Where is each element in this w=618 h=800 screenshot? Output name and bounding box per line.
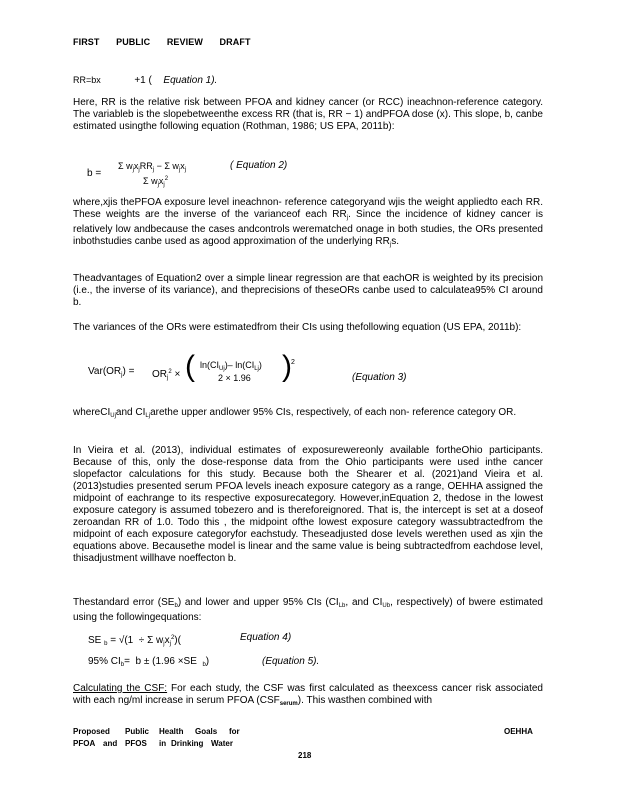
para2-subscript-j: j bbox=[389, 242, 392, 248]
footer-word: Public bbox=[125, 727, 150, 736]
paragraph-weights bbox=[73, 197, 543, 251]
eq1-lhs: RR=bx bbox=[73, 75, 101, 85]
footer-line-1 bbox=[73, 726, 240, 738]
eq2-denominator: Σ $w_jx_j^2$ bbox=[143, 176, 169, 188]
eq4-lhs: SE $_b$ = √(1 ÷ Σ $w_jx_j^2$)( bbox=[88, 635, 181, 647]
csf-heading: Calculating the CSF: bbox=[73, 683, 168, 694]
eq1-label: Equation 1). bbox=[163, 75, 218, 86]
eq3-lhs: $Var(OR_j)$ = bbox=[88, 366, 135, 378]
footer-word: for bbox=[229, 727, 240, 736]
para2-text-a: where,xjis thePFOA exposure level ineachnon- reference categoryand wjis the weight appliedto each RR. These weights are the inverse of the varianceof each RR bbox=[73, 197, 543, 220]
para2-text-b: . Since the incidence of kidney cancer is relatively low andbecause the cases andcontrols werematched onage in both studies, the ORs presented inbothstudies canbe used as agood approximation of the underlying RR bbox=[73, 209, 543, 247]
footer-word: PFOA bbox=[73, 739, 96, 748]
eq3-factor: $OR_j^2$ × bbox=[152, 369, 181, 381]
footer-word: Drinking bbox=[171, 739, 204, 748]
header-word: DRAFT bbox=[219, 37, 251, 47]
eq3-right-paren: ) bbox=[282, 350, 292, 383]
para2-text-c: s. bbox=[391, 236, 399, 247]
eq3-numerator: $\ln(CI_{Uj})-$ $\ln(CI_{Lj})$ bbox=[200, 360, 262, 372]
header-word: REVIEW bbox=[166, 37, 203, 47]
eq2-label: ( Equation 2) bbox=[230, 160, 288, 171]
footer-title bbox=[73, 726, 240, 750]
eq2-numerator: Σ $w_jx_jRR_j - \Sigma$ $w_jx_j$ bbox=[118, 161, 187, 173]
paragraph-standard-error: Thestandard error $(SE_b)$ and lower and upper 95% CIs ($CI_{Lb}$, and $CI_{Ub}$, respectively) of bwere estimated using the followingequations: bbox=[73, 597, 543, 623]
paragraph-ci-definition: whereCI$_{Uj}$and $CI_{Lj}arethe$ upper andlower 95% CIs, respectively, of each non- reference category OR. bbox=[73, 407, 517, 419]
eq5-label: (Equation 5). bbox=[262, 656, 320, 667]
draft-header bbox=[73, 37, 265, 47]
footer-line-2 bbox=[73, 738, 240, 750]
paragraph-rr-definition: Here, RR is the relative risk between PFOA and kidney cancer (or RCC) ineachnon-reference category. The variableb is the slopebetweenthe excess RR (that is, RR − 1) andPFOA dose (x). This slope, b, canbe estimated usingthe following equation (Rothman, 1986; US EPA, 2011b): bbox=[73, 97, 543, 132]
footer-word: PFOS bbox=[125, 739, 147, 748]
eq4-label: Equation 4) bbox=[240, 632, 292, 643]
footer-word: in bbox=[159, 739, 167, 748]
page-number: 218 bbox=[298, 751, 312, 760]
eq1-mid: +1 ( bbox=[134, 75, 152, 86]
paragraph-advantages: Theadvantages of Equation2 over a simple linear regression are that eachOR is weighted by its precision (i.e., the inverse of its variance), and theprecisions of theseORs canbe used to calculatea95% CI around b. bbox=[73, 273, 543, 308]
footer-word: Water bbox=[211, 739, 233, 748]
paragraph-calculating-csf: Calculating the CSF: For each study, the CSF was first calculated as theexcess cancer risk associated with each ng/ml increase in serum PFOA $(CSF_{serum})$. This wasthen combined with bbox=[73, 683, 543, 707]
eq3-label: (Equation 3) bbox=[352, 372, 407, 383]
footer-word: and bbox=[103, 739, 118, 748]
header-word: FIRST bbox=[73, 37, 100, 47]
paragraph-vieira: In Vieira et al. (2013), individual estimates of exposurewereonly available fortheOhio participants. Because of this, only the dose-response data from the Ohio participants were used inthe cancer slopefactor calculations for this study. Because both the Shearer et al. (2021)and Vieira et al. (2013)studies presented serum PFOA levels ineach exposure category as a range, OEHHA assigned the midpoint of eachrange to its respective exposurecategory. However,inEquation 2, thedose in the lowest exposure category is assumed tobezero and is thereforeignored. That is, the intercept is set at a doseof zeroandan RR of 1.0. Todo this , the midpoint ofthe lowest exposure category wassubtractedfrom the midpoint of each exposure categoryfor eachstudy. Theseadjusted dose levels werethen used as xjin the equations above. Becausethe model is linear and the same value is being subtractedfrom eachdose level, thisadjustment willhave noeffecton b. bbox=[73, 445, 543, 564]
eq5-lhs: 95% $CI_b= b \pm (1.96 \times SE$ $_b$) bbox=[88, 656, 210, 668]
header-word: PUBLIC bbox=[116, 37, 151, 47]
para2-subscript: j bbox=[346, 215, 349, 221]
eq3-left-paren: ( bbox=[185, 350, 195, 383]
eq3-denominator: 2 × 1.96 bbox=[218, 373, 251, 383]
footer-word: Health bbox=[159, 727, 184, 736]
footer-word: Goals bbox=[195, 727, 218, 736]
footer-agency: OEHHA bbox=[504, 727, 533, 736]
equation-1 bbox=[73, 74, 217, 87]
eq3-exponent: 2 bbox=[291, 359, 295, 366]
eq2-lhs: b = bbox=[87, 168, 102, 179]
footer-word: Proposed bbox=[73, 727, 110, 736]
paragraph-variances: The variances of the ORs were estimatedfrom their CIs using thefollowing equation (US EPA, 2011b): bbox=[73, 322, 522, 333]
